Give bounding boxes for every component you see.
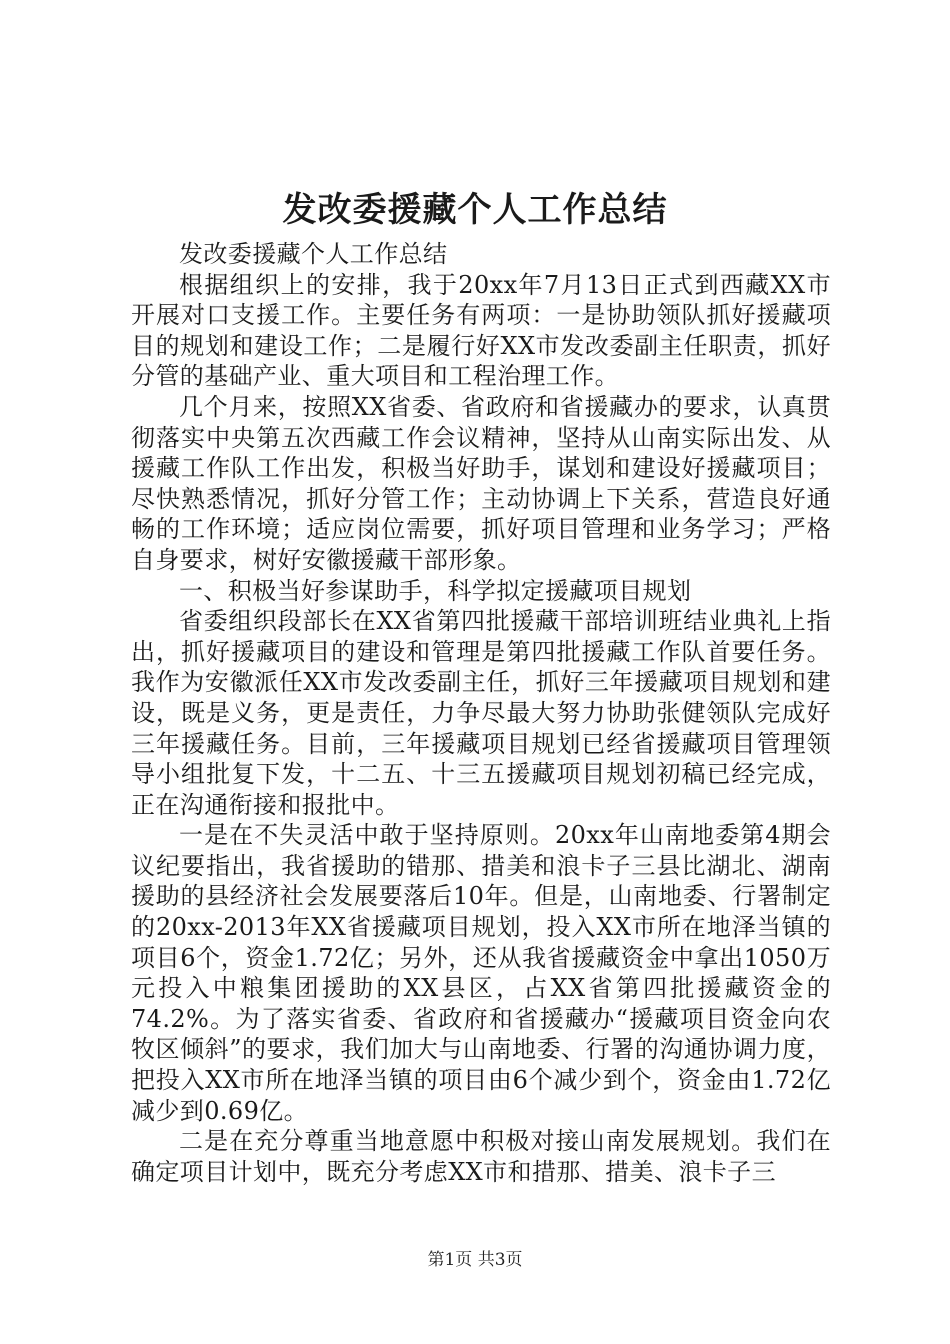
paragraph-point-2: 二是在充分尊重当地意愿中积极对接山南发展规划。我们在确定项目计划中，既充分考虑XX市和措那、措美、浪卡子三	[131, 1127, 831, 1186]
document-title: 发改委援藏个人工作总结	[282, 190, 668, 230]
paragraph-overview: 几个月来，按照XX省委、省政府和省援藏办的要求，认真贯彻落实中央第五次西藏工作会议精神，坚持从山南实际出发、从援藏工作队工作出发，积极当好助手，谋划和建设好援藏项目；尽快熟悉情况，抓好分管工作；主动协调上下关系，营造良好通畅的工作环境；适应岗位需要，抓好项目管理和业务学习；严格自身要求，树好安徽援藏干部形象。	[131, 392, 831, 574]
paragraph-point-1: 一是在不失灵活中敢于坚持原则。20xx年山南地委第4期会议纪要指出，我省援助的错那、措美和浪卡子三县比湖北、湖南援助的县经济社会发展要落后10年。但是，山南地委、行署制定的20xx-2013年XX省援藏项目规划，投入XX市所在地泽当镇的项目6个，资金1.72亿；另外，还从我省援藏资金中拿出1050万元投入中粮集团援助的XX县区，占XX省第四批援藏资金的74.2%。为了落实省委、省政府和省援藏办“援藏项目资金向农牧区倾斜”的要求，我们加大与山南地委、行署的沟通协调力度，把投入XX市所在地泽当镇的项目由6个减少到个，资金由1.72亿减少到0.69亿。	[131, 821, 831, 1125]
paragraph-section-1: 省委组织段部长在XX省第四批援藏干部培训班结业典礼上指出，抓好援藏项目的建设和管理是第四批援藏工作队首要任务。我作为安徽派任XX市发改委副主任，抓好三年援藏项目规划和建设，既是义务，更是责任，力争尽最大努力协助张健领队完成好三年援藏任务。目前，三年援藏项目规划已经省援藏项目管理领导小组批复下发，十二五、十三五援藏项目规划初稿已经完成，正在沟通衔接和报批中。	[131, 607, 831, 819]
paragraph-intro: 根据组织上的安排，我于20xx年7月13日正式到西藏XX市开展对口支援工作。主要任务有两项：一是协助领队抓好援藏项目的规划和建设工作；二是履行好XX市发改委副主任职责，抓好分管的基础产业、重大项目和工程治理工作。	[131, 270, 831, 391]
section-heading-1: 一、积极当好参谋助手，科学拟定援藏项目规划	[179, 576, 692, 605]
document-body	[131, 239, 831, 1187]
page-footer: 第1页 共3页	[427, 1250, 523, 1270]
paragraph-subtitle: 发改委援藏个人工作总结	[179, 240, 448, 268]
